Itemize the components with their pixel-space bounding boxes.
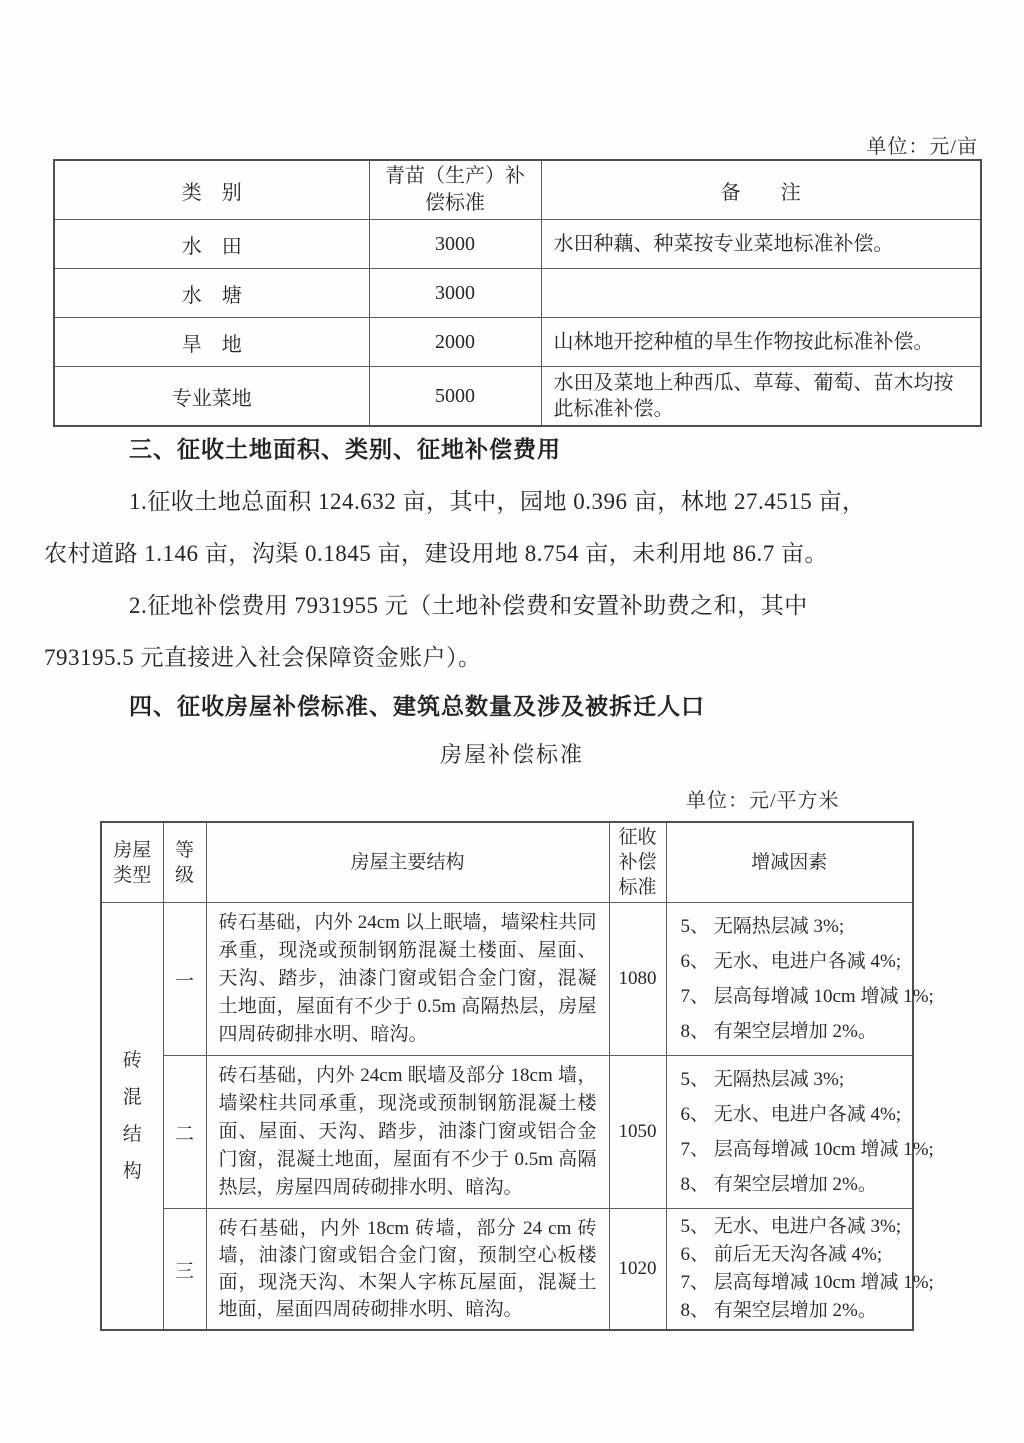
factor-line: 6、 无水、电进户各减 4%; <box>680 951 902 972</box>
crop-remark: 水田种藕、种菜按专业菜地标准补偿。 <box>541 220 981 269</box>
crop-category: 旱 地 <box>54 318 369 367</box>
crop-row-pond <box>54 269 981 318</box>
crop-header-remark: 备 注 <box>541 160 981 220</box>
crop-row-dryland <box>54 318 981 367</box>
factor-line: 7、 层高每增减 10cm 增减 1%; <box>680 1139 934 1160</box>
factor-line: 5、 无水、电进户各减 3%; <box>680 1216 902 1237</box>
house-table-header-row <box>101 822 913 903</box>
crop-header-category: 类 别 <box>54 160 369 220</box>
factors-cell <box>666 1056 934 1209</box>
factor-line: 8、 有架空层增加 2%。 <box>680 1021 877 1042</box>
house-compensation-subtitle: 房屋补偿标准 <box>439 742 584 767</box>
factor-line: 7、 层高每增减 10cm 增减 1%; <box>680 1272 934 1293</box>
house-row-grade-two <box>101 1056 913 1209</box>
house-header-factors: 增减因素 <box>666 822 913 903</box>
factor-line: 6、 无水、电进户各减 4%; <box>680 1104 902 1125</box>
grade-cell: 三 <box>163 1209 206 1331</box>
compensation-fee-paragraph-line: 793195.5 元直接进入社会保障资金账户）。 <box>44 645 482 670</box>
unit-note-per-mu: 单位：元/亩 <box>866 136 978 158</box>
house-header-type: 房屋类型 <box>101 822 163 903</box>
house-row-grade-one <box>101 903 913 1056</box>
crop-category: 专业菜地 <box>54 367 369 427</box>
factors-cell <box>666 903 934 1056</box>
section-three-heading: 三、征收土地面积、类别、征地补偿费用 <box>129 436 561 462</box>
grade-cell: 二 <box>163 1056 206 1209</box>
house-compensation-table <box>100 821 934 1331</box>
crop-category: 水 田 <box>54 220 369 269</box>
crop-remark <box>541 269 981 318</box>
crop-standard: 3000 <box>369 269 541 318</box>
crop-standard: 5000 <box>369 367 541 427</box>
house-header-standard: 征收补偿标准 <box>609 822 666 903</box>
crop-row-paddy <box>54 220 981 269</box>
crop-remark: 山林地开挖种植的旱生作物按此标准补偿。 <box>541 318 981 367</box>
structure-cell: 砖石基础，内外 24cm 以上眠墙，墙梁柱共同承重，现浇或预制钢筋混凝土楼面、屋面、天沟、踏步，油漆门窗或铝合金门窗，混凝土地面，屋面有不少于 0.5m 高隔热层，房屋四周砖砌排水明、暗沟。 <box>206 903 609 1056</box>
structure-cell: 砖石基础，内外 18cm 砖墙，部分 24 cm 砖墙，油漆门窗或铝合金门窗，预制空心板楼面，现浇天沟、木架人字栋瓦屋面，混凝土地面，屋面四周砖砌排水明、暗沟。 <box>206 1209 609 1331</box>
house-type-label: 砖混结构 <box>122 1050 142 1182</box>
crop-category: 水 塘 <box>54 269 369 318</box>
factor-line: 7、 层高每增减 10cm 增减 1%; <box>680 986 934 1007</box>
land-area-paragraph-line: 农村道路 1.146 亩，沟渠 0.1845 亩，建设用地 8.754 亩，未利用地 86.7 亩。 <box>44 541 828 566</box>
structure-cell: 砖石基础，内外 24cm 眠墙及部分 18cm 墙，墙梁柱共同承重，现浇或预制钢筋混凝土楼面、屋面、天沟、踏步，油漆门窗或铝合金门窗，混凝土地面，屋面有不少于 0.5m 高隔热层，房屋四周砖砌排水明、暗沟。 <box>206 1056 609 1209</box>
crop-table-header-row <box>54 160 981 220</box>
house-header-grade: 等级 <box>163 822 206 903</box>
house-type-cell <box>101 903 163 1331</box>
factor-line: 5、 无隔热层减 3%; <box>680 916 845 937</box>
section-four-heading: 四、征收房屋补偿标准、建筑总数量及涉及被拆迁人口 <box>129 693 705 719</box>
standard-cell: 1080 <box>609 903 666 1056</box>
house-row-grade-three <box>101 1209 913 1331</box>
standard-cell: 1020 <box>609 1209 666 1331</box>
factor-line: 5、 无隔热层减 3%; <box>680 1069 845 1090</box>
crop-row-vegetable <box>54 367 981 427</box>
crop-header-standard: 青苗（生产）补偿标准 <box>369 160 541 220</box>
factor-line: 8、 有架空层增加 2%。 <box>680 1300 877 1321</box>
factors-cell <box>666 1209 934 1331</box>
compensation-fee-paragraph-line: 2.征地补偿费用 7931955 元（土地补偿费和安置补助费之和，其中 <box>129 593 808 618</box>
house-header-structure: 房屋主要结构 <box>206 822 609 903</box>
factor-line: 6、 前后无天沟各减 4%; <box>680 1244 883 1265</box>
land-area-paragraph-line: 1.征收土地总面积 124.632 亩，其中，园地 0.396 亩，林地 27.4515 亩， <box>129 489 866 514</box>
unit-note-per-sqm: 单位：元/平方米 <box>686 790 840 812</box>
grade-cell: 一 <box>163 903 206 1056</box>
crop-standard: 2000 <box>369 318 541 367</box>
crop-standard: 3000 <box>369 220 541 269</box>
factor-line: 8、 有架空层增加 2%。 <box>680 1174 877 1195</box>
crop-compensation-table <box>53 159 982 427</box>
crop-remark: 水田及菜地上种西瓜、草莓、葡萄、苗木均按此标准补偿。 <box>541 367 981 427</box>
standard-cell: 1050 <box>609 1056 666 1209</box>
